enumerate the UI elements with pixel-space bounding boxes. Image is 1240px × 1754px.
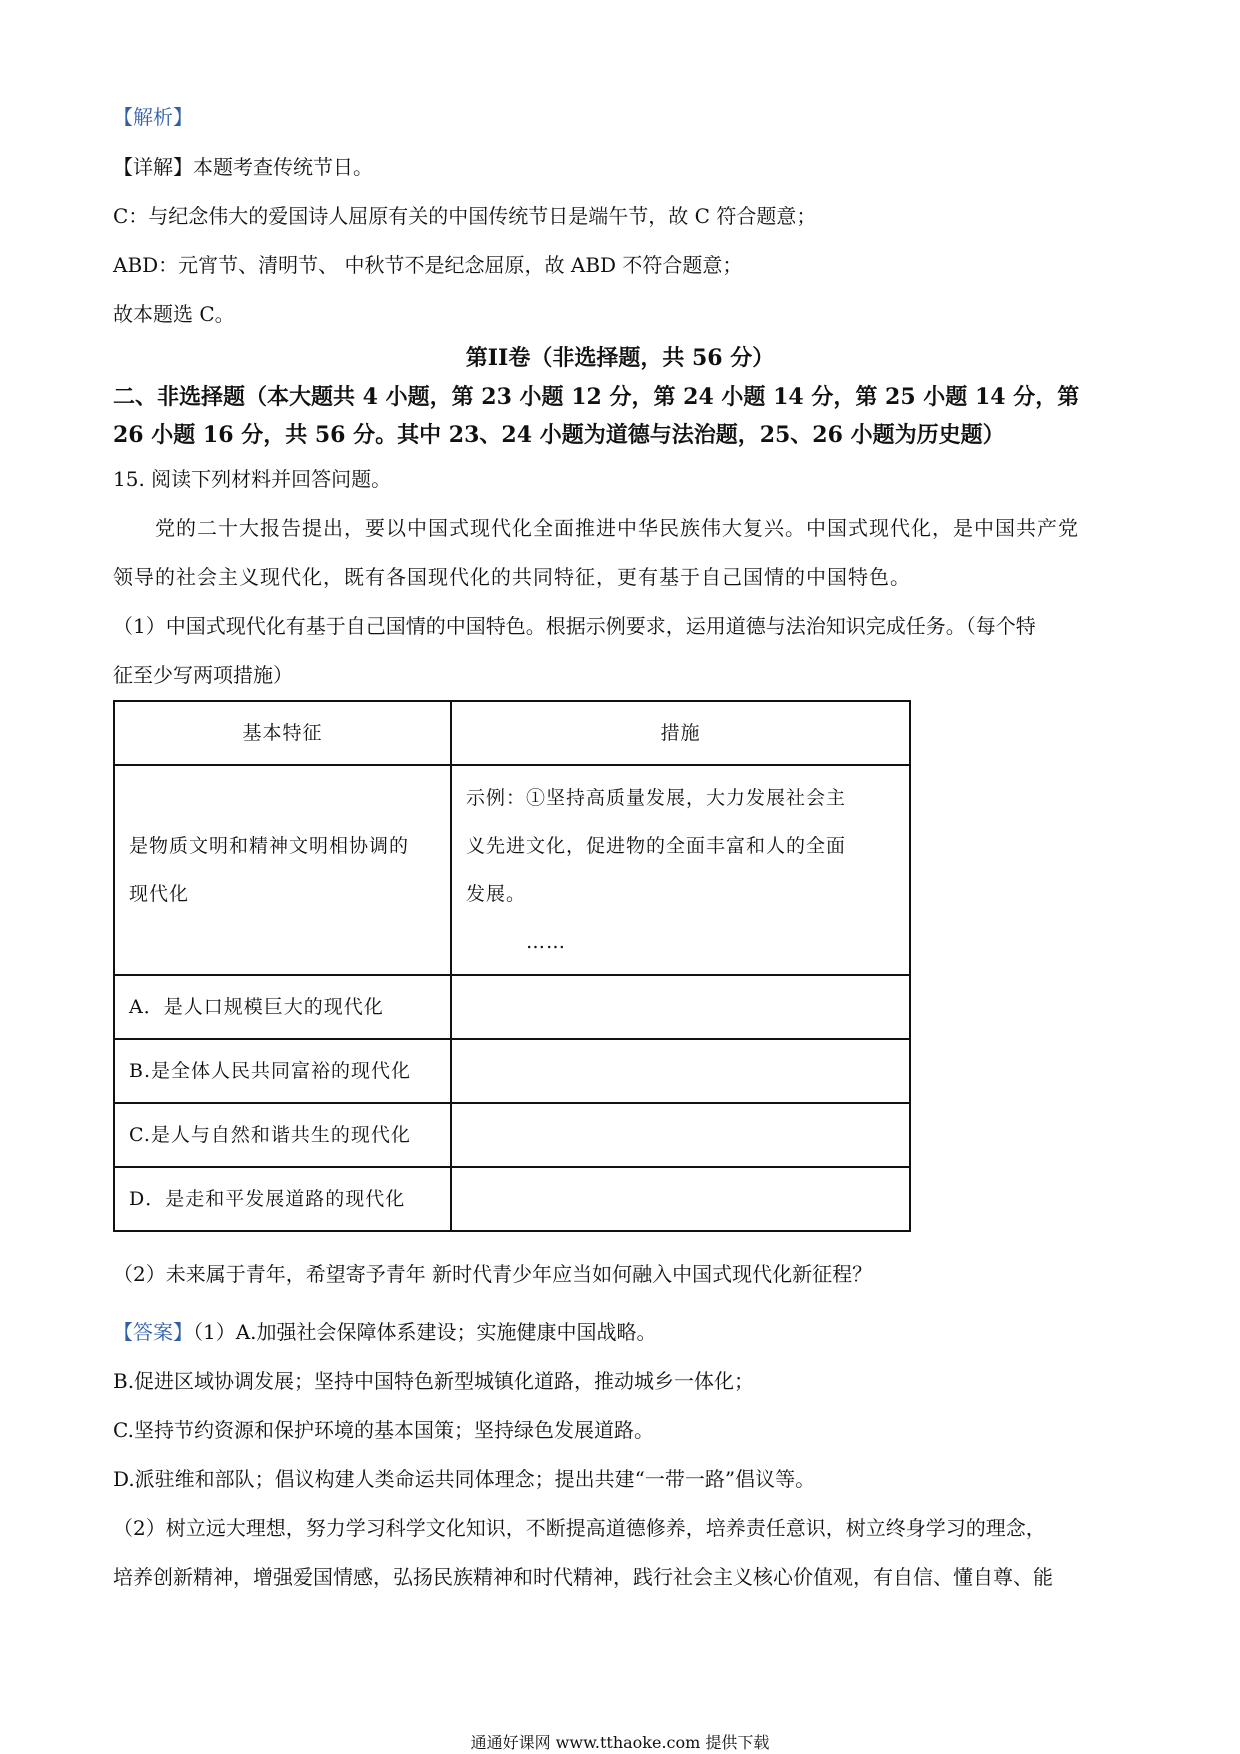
- material-line: 领导的社会主义现代化，既有各国现代化的共同特征，更有基于自己国情的中国特色。: [113, 565, 911, 589]
- analysis-detail-line: 故本题选 C。: [113, 302, 235, 326]
- example-measure-line: 示例：①坚持高质量发展，大力发展社会主: [466, 787, 847, 809]
- answer-line: B.促进区域协调发展；坚持中国特色新型城镇化道路，推动城乡一体化；: [113, 1369, 755, 1393]
- features-measures-table: [113, 700, 911, 1232]
- answer-line: 培养创新精神，增强爱国情感，弘扬民族精神和时代精神，践行社会主义核心价值观，有自信、懂自尊、能: [113, 1565, 1053, 1589]
- measure-blank-cell: [451, 1103, 910, 1167]
- answer-line: （2）树立远大理想，努力学习科学文化知识，不断提高道德修养，培养责任意识，树立终身学习的理念，: [113, 1516, 1046, 1540]
- feature-cell: A．是人口规模巨大的现代化: [114, 975, 451, 1039]
- table-row-example: [114, 765, 910, 975]
- analysis-detail-line: 【详解】本题考查传统节日。: [113, 155, 373, 179]
- analysis-label: 【解析】: [113, 105, 193, 129]
- section-heading-line: 26 小题 16 分，共 56 分。其中 23、24 小题为道德与法治题，25、26 小题为历史题）: [113, 422, 1005, 448]
- example-feature-cell: [114, 765, 451, 975]
- feature-cell: B.是全体人民共同富裕的现代化: [114, 1039, 451, 1103]
- volume-title: 第II卷（非选择题，共 56 分）: [465, 345, 775, 371]
- table-row: [114, 1167, 910, 1231]
- table-header-measures: 措施: [451, 701, 910, 765]
- measure-blank-cell: [451, 975, 910, 1039]
- page-footer: 通通好课网 www.tthaoke.com 提供下载: [470, 1733, 770, 1752]
- answer-text: （1）A.加强社会保障体系建设；实施健康中国战略。: [193, 1320, 657, 1344]
- feature-cell: D．是走和平发展道路的现代化: [114, 1167, 451, 1231]
- table-row: [114, 1039, 910, 1103]
- example-measure-line: 义先进文化，促进物的全面丰富和人的全面: [466, 835, 847, 857]
- example-measure-ellipsis: ……: [526, 931, 566, 953]
- measure-blank-cell: [451, 1167, 910, 1231]
- example-feature-line: 是物质文明和精神文明相协调的: [129, 835, 410, 857]
- analysis-detail-line: ABD：元宵节、清明节、 中秋节不是纪念屈原，故 ABD 不符合题意；: [113, 253, 743, 277]
- table-row: [114, 975, 910, 1039]
- material-line: 党的二十大报告提出，要以中国式现代化全面推进中华民族伟大复兴。中国式现代化，是中国共产党: [155, 516, 1079, 540]
- answer-first-line: [113, 1318, 657, 1346]
- table-header-row: [114, 701, 910, 765]
- answer-label: 【答案】: [113, 1320, 193, 1344]
- subquestion-2: （2）未来属于青年，希望寄予青年 新时代青少年应当如何融入中国式现代化新征程？: [113, 1262, 873, 1286]
- analysis-detail-line: C：与纪念伟大的爱国诗人屈原有关的中国传统节日是端午节，故 C 符合题意；: [113, 204, 817, 228]
- example-measures-cell: [451, 765, 910, 975]
- example-feature-line: 现代化: [129, 883, 190, 905]
- table-row: [114, 1103, 910, 1167]
- section-heading-line: 二、非选择题（本大题共 4 小题，第 23 小题 12 分，第 24 小题 14 分，第 25 小题 14 分，第: [113, 384, 1080, 410]
- feature-cell: C.是人与自然和谐共生的现代化: [114, 1103, 451, 1167]
- table-header-feature: 基本特征: [114, 701, 451, 765]
- subquestion-1-line: （1）中国式现代化有基于自己国情的中国特色。根据示例要求，运用道德与法治知识完成任务。（每个特: [113, 614, 1036, 638]
- answer-line: C.坚持节约资源和保护环境的基本国策；坚持绿色发展道路。: [113, 1418, 654, 1442]
- subquestion-1-line: 征至少写两项措施）: [113, 663, 293, 687]
- answer-line: D.派驻维和部队；倡议构建人类命运共同体理念；提出共建“一带一路”倡议等。: [113, 1467, 816, 1491]
- question-stem: 15. 阅读下列材料并回答问题。: [113, 467, 392, 491]
- example-measure-line: 发展。: [466, 883, 527, 905]
- measure-blank-cell: [451, 1039, 910, 1103]
